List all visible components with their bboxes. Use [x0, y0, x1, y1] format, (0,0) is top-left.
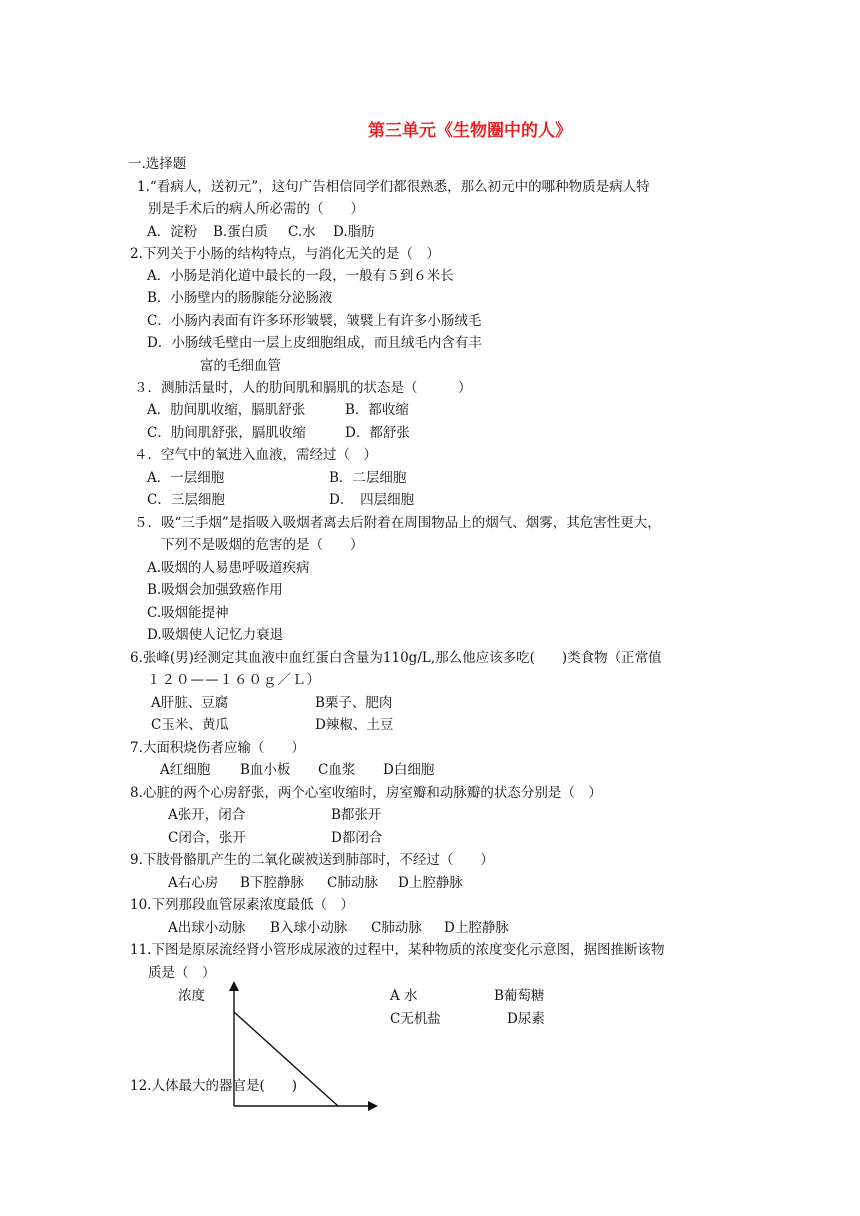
q8-option-a: A张开，闭合 [168, 807, 246, 823]
question-9-stem: 9.下肢骨骼肌产生的二氧化碳被送到肺部时，不经过（ ） [130, 852, 494, 868]
q4-option-b: B．二层细胞 [329, 470, 407, 486]
q2-option-c: C．小肠内表面有许多环形皱襞，皱襞上有许多小肠绒毛 [147, 313, 482, 329]
q2-option-a: A．小肠是消化道中最长的一段，一般有５到６米长 [147, 268, 454, 284]
q10-option-b: B入球小动脉 [270, 920, 348, 936]
q2-option-d-cont: 富的毛细血管 [200, 358, 281, 374]
q7-option-b: B血小板 [240, 762, 291, 778]
q10-option-c: C肺动脉 [371, 920, 422, 936]
q10-option-a: A出球小动脉 [168, 920, 246, 936]
q9-option-a: A右心房 [168, 875, 219, 891]
question-1-stem-cont: 别是手术后的病人所必需的（ ） [148, 201, 364, 217]
figure-y-label: 浓度 [178, 988, 205, 1004]
q3-option-d: D．都舒张 [345, 425, 410, 441]
q8-option-d: D都闭合 [331, 830, 383, 846]
q11-option-d: D尿素 [507, 1011, 545, 1027]
q5-option-a: A.吸烟的人易患呼吸道疾病 [147, 560, 310, 576]
question-3-stem: ３．测肺活量时，人的肋间肌和膈肌的状态是（ ） [134, 380, 472, 396]
question-12-stem: 12.人体最大的器官是( ) [130, 1078, 298, 1094]
q9-option-b: B下腔静脉 [240, 875, 304, 891]
q2-option-d: D．小肠绒毛壁由一层上皮细胞组成，而且绒毛内含有丰 [147, 335, 482, 351]
q7-option-a: A红细胞 [160, 762, 211, 778]
q1-option-d: D.脂肪 [333, 224, 375, 240]
q3-option-b: B．都收缩 [345, 402, 409, 418]
q5-option-c: C.吸烟能提神 [147, 605, 229, 621]
question-1-stem: 1.“看病人，送初元”，这句广告相信同学们都很熟悉，那么初元中的哪种物质是病人特 [137, 179, 650, 195]
q9-option-c: C肺动脉 [327, 875, 378, 891]
q11-option-c: C无机盐 [390, 1011, 441, 1027]
q11-option-a: A 水 [390, 988, 418, 1004]
question-2-stem: 2.下列关于小肠的结构特点，与消化无关的是（ ） [130, 246, 440, 262]
question-5-stem-cont: 下列不是吸烟的危害的是（ ） [161, 537, 364, 553]
page-title: 第三单元《生物圈中的人》 [368, 121, 572, 141]
question-6-stem: 6.张峰(男)经测定其血液中血红蛋白含量为110g/L,那么他应该多吃( )类食物（正常值 [130, 650, 662, 666]
q8-option-c: C闭合，张开 [168, 830, 246, 846]
q2-option-b: B．小肠壁内的肠腺能分泌肠液 [147, 290, 333, 306]
q5-option-b: B.吸烟会加强致癌作用 [147, 582, 283, 598]
question-10-stem: 10.下列那段血管尿素浓度最低（ ） [130, 897, 354, 913]
q6-option-a: A肝脏、豆腐 [151, 695, 229, 711]
q4-option-c: C．三层细胞 [147, 492, 225, 508]
q3-option-c: C．肋间肌舒张，膈肌收缩 [147, 425, 306, 441]
question-11-stem: 11.下图是原尿流经肾小管形成尿液的过程中，某种物质的浓度变化示意图，据图推断该物 [130, 942, 665, 958]
q9-option-d: D上腔静脉 [398, 875, 463, 891]
q1-option-a: A．淀粉 [147, 224, 198, 240]
question-8-stem: 8.心脏的两个心房舒张，两个心室收缩时，房室瓣和动脉瓣的状态分别是（ ） [130, 785, 602, 801]
y-axis-arrow-icon [229, 981, 239, 991]
question-4-stem: ４．空气中的氧进入血液，需经过（ ） [134, 447, 377, 463]
q3-option-a: A．肋间肌收缩，膈肌舒张 [147, 402, 306, 418]
section-heading: 一.选择题 [128, 156, 187, 172]
q7-option-d: D白细胞 [383, 762, 435, 778]
q6-option-c: C玉米、黄瓜 [151, 717, 229, 733]
q11-option-b: B葡萄糖 [494, 988, 545, 1004]
q8-option-b: B都张开 [331, 807, 382, 823]
q5-option-d: D.吸烟使人记忆力衰退 [147, 627, 284, 643]
q1-option-b: B.蛋白质 [213, 224, 268, 240]
question-6-stem-cont: １２０——１６０ｇ／Ｌ） [147, 672, 321, 688]
q6-option-b: B栗子、肥肉 [315, 695, 393, 711]
q4-option-d: D． 四层细胞 [329, 492, 415, 508]
x-axis-arrow-icon [368, 1101, 378, 1111]
q6-option-d: D辣椒、土豆 [315, 717, 394, 733]
question-7-stem: 7.大面积烧伤者应输（ ） [130, 740, 305, 756]
q4-option-a: A．一层细胞 [147, 470, 225, 486]
question-11-stem-cont: 质是（ ） [148, 965, 216, 981]
q7-option-c: C血浆 [318, 762, 356, 778]
q10-option-d: D上腔静脉 [444, 920, 509, 936]
question-5-stem: ５．吸“三手烟”是指吸入吸烟者离去后附着在周围物品上的烟气、烟雾，其危害性更大， [134, 515, 661, 531]
q1-option-c: C.水 [288, 224, 316, 240]
